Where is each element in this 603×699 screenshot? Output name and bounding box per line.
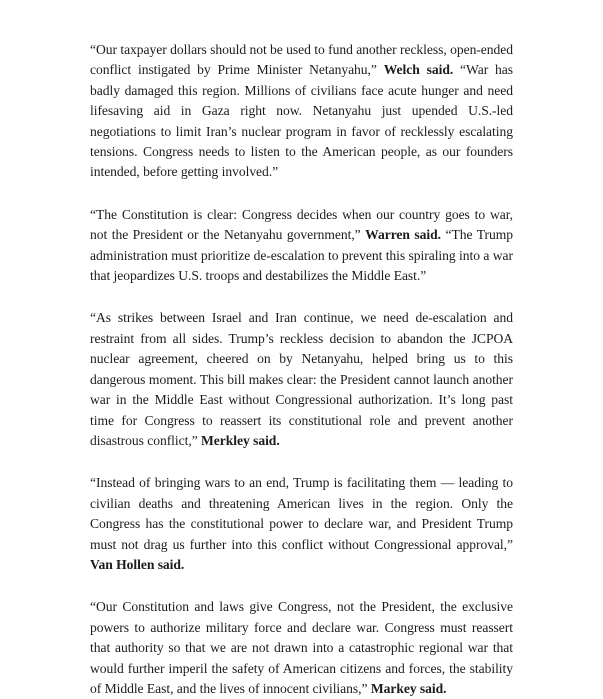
statement-merkley: [90, 308, 513, 451]
statement-text: “Our Constitution and laws give Congress, not the President, the exclusive powers to authorize military force and declare war. Congress must reassert that authority so that we are not drawn into a catastrophic regional war that would further imperil the safety of American citizens and forces, the stability of Middle East, and the lives of innocent civilians,”: [90, 599, 513, 696]
statement-text: “War has badly damaged this region. Millions of civilians face acute hunger and need lifesaving aid in Gaza right now. Netanyahu just upended U.S.-led negotiations to limit Iran’s nuclear program in favor of recklessly escalating tensions. Congress needs to listen to the American people, as our founders intended, before getting involved.”: [90, 62, 514, 180]
attribution-markey: Markey said.: [370, 680, 447, 696]
statement-text: “The Trump administration must prioritize de-escalation to prevent this spiraling into a war that jeopardizes U.S. troops and destabilizes the Middle East.”: [90, 227, 513, 284]
statement-markey: [90, 597, 513, 699]
attribution-van-hollen: Van Hollen said.: [90, 556, 185, 572]
statement-text: “As strikes between Israel and Iran continue, we need de-escalation and restraint from all sides. Trump’s reckless decision to abandon the JCPOA nuclear agreement, cheered on by Netanyahu, helped bring us to this dangerous moment. This bill makes clear: the President cannot launch another war in the Middle East without Congressional authorization. It’s long past time for Congress to reassert its constitutional role and prevent another disastrous conflict,”: [90, 310, 513, 448]
statement-text: “Our taxpayer dollars should not be used to fund another reckless, open-ended conflict instigated by Prime Minister Netanyahu,”: [90, 42, 513, 78]
statement-text: “Instead of bringing wars to an end, Trump is facilitating them — leading to civilian deaths and threatening American lives in the region. Only the Congress has the constitutional power to declare war, and President Trump must not drag us further into this conflict without Congressional approval,”: [90, 475, 513, 552]
statement-welch: [90, 40, 513, 183]
attribution-warren: Warren said.: [365, 227, 441, 243]
attribution-merkley: Merkley said.: [201, 432, 280, 448]
attribution-welch: Welch said.: [383, 62, 454, 78]
statement-text: “The Constitution is clear: Congress decides when our country goes to war, not the President or the Netanyahu government,”: [90, 206, 513, 243]
statement-van-hollen: [90, 473, 513, 575]
statement-warren: [90, 205, 513, 287]
